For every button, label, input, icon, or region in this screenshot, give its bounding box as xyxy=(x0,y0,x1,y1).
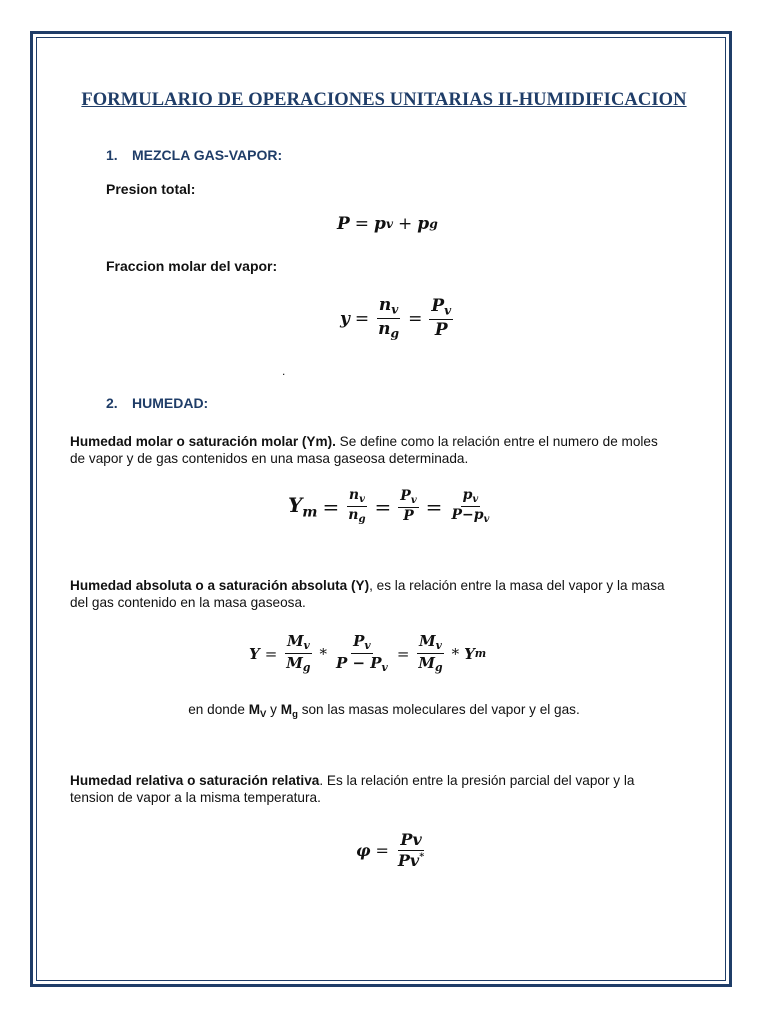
section-heading-2 xyxy=(106,395,208,411)
section-title: HUMEDAD: xyxy=(132,395,209,411)
section-number: 1. xyxy=(106,147,118,163)
note-masas-moleculares: en donde $M_V$ y $M_g$ son las masas moleculares del vapor y el gas. xyxy=(188,702,580,720)
equation-presion-total: P = p v + p g xyxy=(337,214,438,234)
equation-fraccion-molar: y = $\frac{n_v}{n_g}$ = $\frac{P_v}{P}$ xyxy=(340,295,452,341)
paragraph-humedad-relativa: Humedad relativa o saturación relativa. Es la relación entre la presión parcial del vapor y la tension de vapor a la misma temperatura. xyxy=(70,773,635,805)
equation-humedad-molar: $Y_m$ = $\frac{n_v}{n_g}$ = $\frac{P_v}{P}$ = $\frac{p_v}{P-p_v}$ xyxy=(288,487,490,526)
paragraph-humedad-molar: Humedad molar o saturación molar (Ym). Se define como la relación entre el numero de moles de vapor y de gas contenidos en una masa gaseosa determinada. xyxy=(70,434,658,466)
paragraph-humedad-absoluta: Humedad absoluta o a saturación absoluta (Y), es la relación entre la masa del vapor y la masa del gas contenido en la masa gaseosa. xyxy=(70,578,665,610)
stray-mark: . xyxy=(282,364,286,378)
label-fraccion-molar: Fraccion molar del vapor: xyxy=(106,258,278,274)
equation-humedad-relativa: φ = $\frac{Pv}{Pv^*}$ xyxy=(356,830,425,870)
section-number: 2. xyxy=(106,395,118,411)
label-presion-total: Presion total: xyxy=(106,181,196,197)
section-title: MEZCLA GAS-VAPOR: xyxy=(132,147,283,163)
equation-humedad-absoluta: Y = $\frac{M_v}{M_g}$ * $\frac{P_v}{P - P_v}$ = $\frac{M_v}{M_g}$ * Y m xyxy=(249,632,487,675)
section-heading-1 xyxy=(106,147,282,163)
document-title: FORMULARIO DE OPERACIONES UNITARIAS II-HUMIDIFICACION xyxy=(81,90,687,110)
